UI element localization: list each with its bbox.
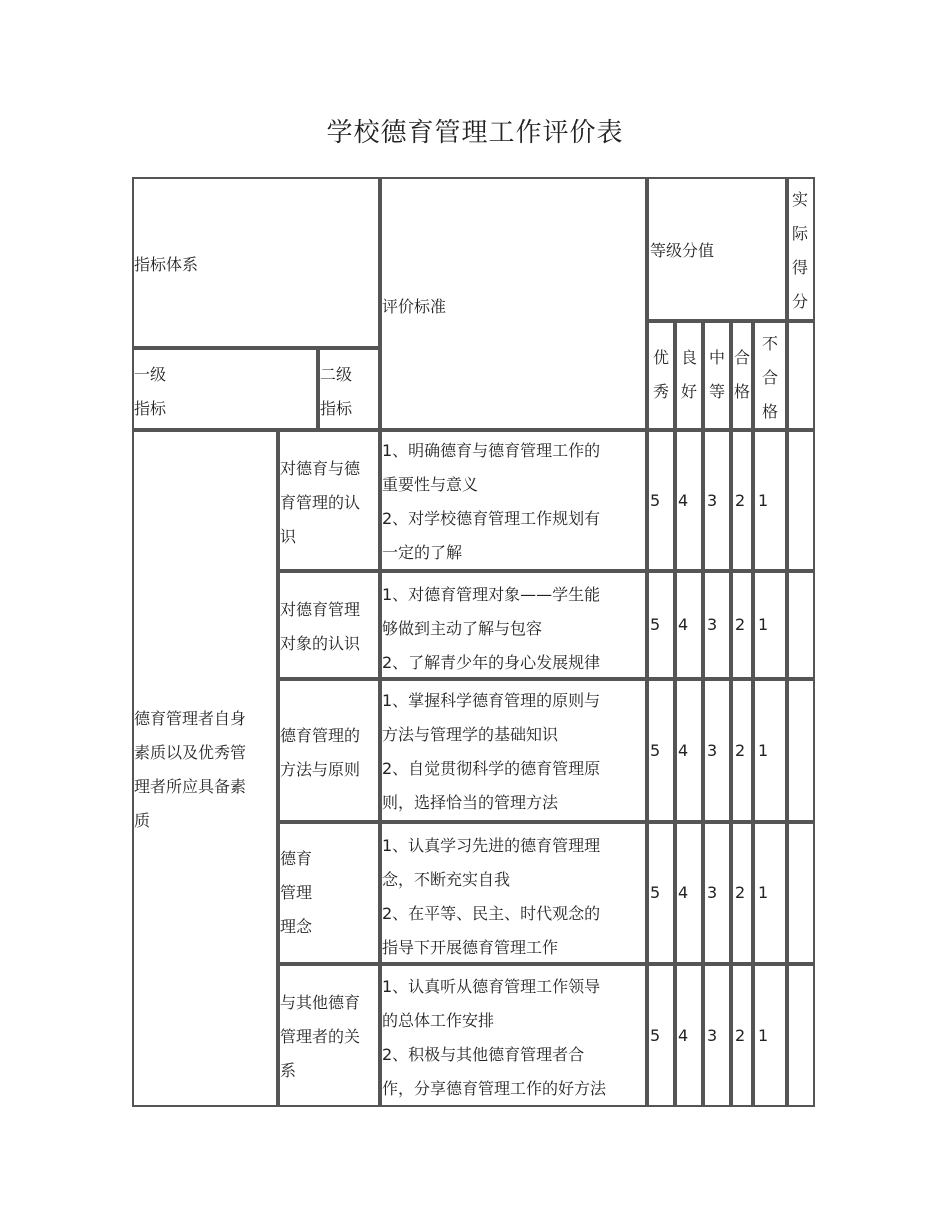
grade-header-label: [677, 341, 701, 409]
level2-indicator-text: [280, 452, 360, 554]
score-value: 1: [758, 1025, 769, 1045]
criteria-text-line: 1、明确德育与德育管理工作的: [382, 441, 601, 460]
score-value: 3: [707, 490, 718, 510]
criteria-text: [382, 829, 600, 965]
criteria-text-line: 1、掌握科学德育管理的原则与: [382, 691, 601, 710]
grade-header-label: [705, 341, 729, 409]
score-value: 4: [678, 490, 689, 510]
actual-score-cell: [787, 964, 815, 1107]
criteria-text-line: 1、认真学习先进的德育管理理: [382, 836, 601, 855]
score-value: 2: [735, 740, 746, 760]
grade-header-label-line: 中: [708, 348, 725, 367]
level2-indicator-text-line: 对象的认识: [280, 634, 361, 653]
grade-header-label-line: 秀: [652, 382, 669, 401]
actual-score-label-line: 实: [791, 190, 808, 209]
grade-header-label-line: 合: [733, 348, 750, 367]
score-value: 5: [650, 490, 661, 510]
criteria-text-line: 的总体工作安排: [382, 1011, 495, 1030]
actual-score-label: [789, 183, 811, 319]
score-value: 4: [678, 615, 689, 634]
grade-header-label-line: 不: [761, 334, 778, 353]
grade-header-label: [755, 327, 785, 429]
level2-indicator-text-line: 管理者的关: [280, 1027, 361, 1046]
grade-header-label-line: 好: [680, 382, 697, 401]
level2-indicator-text-line: 管理: [280, 883, 313, 902]
score-value: 2: [735, 490, 746, 510]
actual-score-cell: [787, 822, 815, 964]
actual-score-cell: [787, 430, 815, 571]
grade-header-label-line: 合: [761, 368, 778, 387]
level2-indicator-text-line: 与其他德育: [280, 993, 361, 1012]
criteria-text-line: 1、认真听从德育管理工作领导: [382, 977, 601, 996]
score-value: 3: [707, 740, 718, 760]
score-value: 5: [650, 1025, 661, 1045]
level2-indicator-text-line: 对德育管理: [280, 600, 361, 619]
criteria-text-line: 指导下开展德育管理工作: [382, 938, 559, 957]
level2-header-label: [320, 358, 352, 426]
score-value: 2: [735, 1025, 746, 1045]
actual-score-label-line: 分: [791, 292, 808, 311]
grade-header-label-line: 优: [652, 348, 669, 367]
score-value: 1: [758, 490, 769, 510]
criteria-text-line: 一定的了解: [382, 543, 463, 562]
score-value: 1: [758, 740, 769, 760]
actual-score-label-line: 际: [791, 224, 808, 243]
grade-header-label-line: 格: [733, 382, 750, 401]
score-value: 3: [707, 615, 718, 634]
score-value: 2: [735, 615, 746, 634]
grade-value-label-line: 等级分值: [650, 241, 715, 260]
actual-score-subheader-cell: [787, 321, 815, 430]
level2-indicator-text: [280, 593, 360, 661]
criteria-text: [382, 684, 600, 820]
criteria-text: [382, 970, 606, 1106]
actual-score-label-line: 得: [791, 258, 808, 277]
criteria-text: [382, 434, 600, 570]
grade-header-label: [733, 341, 751, 409]
score-value: 1: [758, 883, 769, 902]
level2-header-label-line: 指标: [320, 399, 353, 418]
level1-indicator-text-line: 德育管理者自身: [134, 709, 247, 728]
level1-header-label: [134, 358, 166, 426]
level2-indicator-text: [280, 986, 360, 1088]
criteria-text-line: 2、自觉贯彻科学的德育管理原: [382, 759, 601, 778]
score-value: 3: [707, 883, 718, 902]
actual-score-cell: [787, 571, 815, 679]
score-value: 5: [650, 883, 661, 902]
level1-header-label-line: 一级: [134, 365, 167, 384]
level1-indicator-text: [134, 702, 246, 838]
criteria-text-line: 则，选择恰当的管理方法: [382, 793, 559, 812]
level2-indicator-text-line: 系: [280, 1061, 297, 1080]
level2-indicator-text-line: 育管理的认: [280, 493, 361, 512]
index-system-label: [134, 248, 198, 282]
grade-header-label-line: 良: [680, 348, 697, 367]
level2-indicator-text: [280, 842, 312, 944]
score-value: 3: [707, 1025, 718, 1045]
level1-indicator-text-line: 质: [134, 811, 151, 830]
criteria-text: [382, 578, 600, 680]
level2-indicator-text-line: 方法与原则: [280, 760, 361, 779]
level2-indicator-text-line: 对德育与德: [280, 459, 361, 478]
score-value: 5: [650, 740, 661, 760]
criteria-text-line: 作，分享德育管理工作的好方法: [382, 1079, 607, 1098]
score-value: 4: [678, 883, 689, 902]
index-system-label-line: 指标体系: [134, 255, 199, 274]
actual-score-cell: [787, 679, 815, 822]
criteria-header-label-line: 评价标准: [382, 297, 447, 316]
level2-indicator-text-line: 德育管理的: [280, 726, 361, 745]
level2-indicator-text-line: 识: [280, 527, 297, 546]
criteria-text-line: 2、积极与其他德育管理者合: [382, 1045, 585, 1064]
page-title: 学校德育管理工作评价表: [326, 118, 624, 148]
grade-header-label: [649, 341, 673, 409]
score-value: 2: [735, 883, 746, 902]
grade-header-label-line: 等: [708, 382, 725, 401]
level2-indicator-text: [280, 719, 360, 787]
level1-header-label-line: 指标: [134, 399, 167, 418]
criteria-text-line: 方法与管理学的基础知识: [382, 725, 559, 744]
score-value: 4: [678, 740, 689, 760]
score-value: 1: [758, 615, 769, 634]
grade-value-label: [650, 234, 714, 268]
criteria-text-line: 重要性与意义: [382, 475, 479, 494]
level2-header-label-line: 二级: [320, 365, 353, 384]
score-value: 5: [650, 615, 661, 634]
criteria-text-line: 2、了解青少年的身心发展规律: [382, 653, 601, 672]
criteria-text-line: 念，不断充实自我: [382, 870, 511, 889]
criteria-text-line: 2、对学校德育管理工作规划有: [382, 509, 601, 528]
criteria-text-line: 够做到主动了解与包容: [382, 619, 543, 638]
level2-indicator-text-line: 理念: [280, 917, 313, 936]
criteria-header-label: [382, 290, 446, 324]
level1-indicator-text-line: 素质以及优秀管: [134, 743, 247, 762]
criteria-text-line: 2、在平等、民主、时代观念的: [382, 904, 601, 923]
grade-header-label-line: 格: [761, 402, 778, 421]
score-value: 4: [678, 1025, 689, 1045]
level1-indicator-text-line: 理者所应具备素: [134, 777, 247, 796]
level2-indicator-text-line: 德育: [280, 849, 313, 868]
criteria-text-line: 1、对德育管理对象——学生能: [382, 585, 601, 604]
